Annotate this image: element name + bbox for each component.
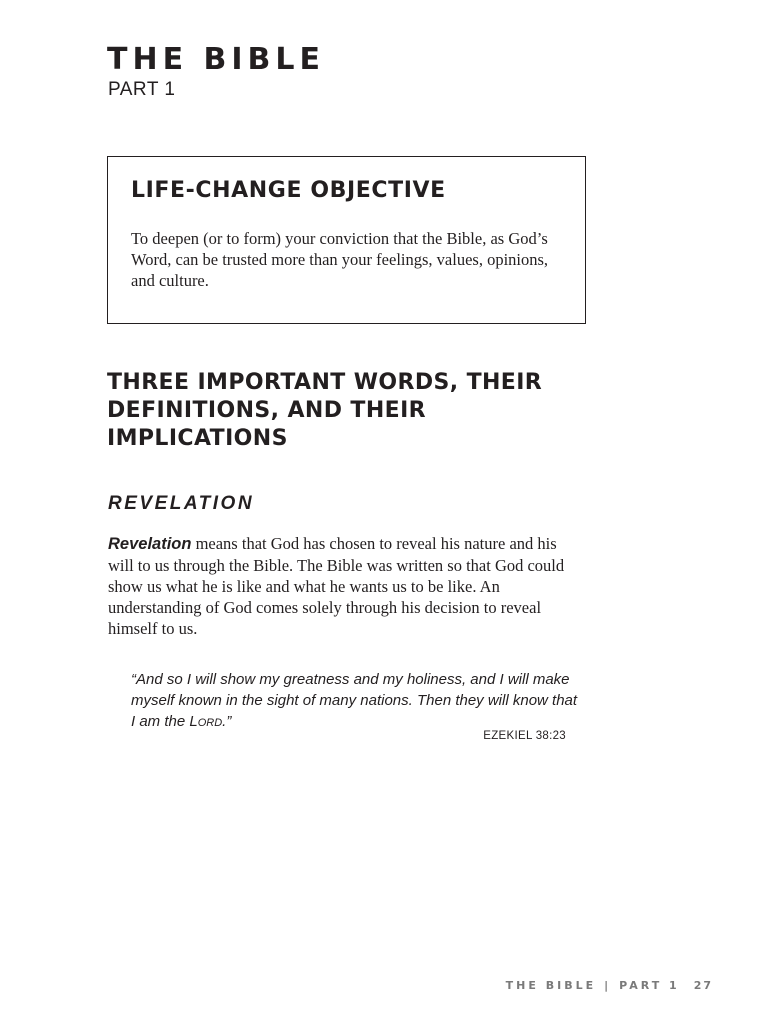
page-footer — [506, 979, 713, 992]
objective-text: To deepen (or to form) your conviction that the Bible, as God’s Word, can be trusted more than your feelings, values, opinions, and culture. — [131, 229, 549, 290]
quote-lord: Lord — [189, 713, 223, 730]
footer-separator: | — [604, 979, 612, 992]
footer-title: THE BIBLE — [505, 979, 597, 992]
objective-heading: LIFE-CHANGE OBJECTIVE — [131, 178, 446, 203]
revelation-subheading: REVELATION — [108, 493, 255, 514]
revelation-paragraph — [108, 533, 580, 639]
quote-text-after: .” — [222, 713, 232, 730]
revelation-body: means that God has chosen to reveal his nature and his will to us through the Bible. The Bible was written so that God could show us what he is like and what he wants us to be like. An understanding of God comes solely through his decision to reveal himself to us. — [108, 534, 565, 638]
footer-part: PART 1 — [619, 979, 680, 992]
scripture-quote — [131, 669, 579, 732]
revelation-term: Revelation — [108, 535, 192, 553]
page-number: 27 — [693, 979, 713, 992]
page-subtitle: PART 1 — [108, 79, 176, 100]
scripture-citation: EZEKIEL 38:23 — [483, 730, 566, 742]
quote-text-before: “And so I will show my greatness and my holiness, and I will make myself known in the sight of many nations. Then they will know that I am the — [131, 671, 578, 730]
objective-box — [107, 156, 586, 324]
section-heading: THREE IMPORTANT WORDS, THEIR DEFINITIONS, AND THEIR IMPLICATIONS — [107, 370, 543, 451]
page-title: THE BIBLE — [107, 42, 326, 77]
